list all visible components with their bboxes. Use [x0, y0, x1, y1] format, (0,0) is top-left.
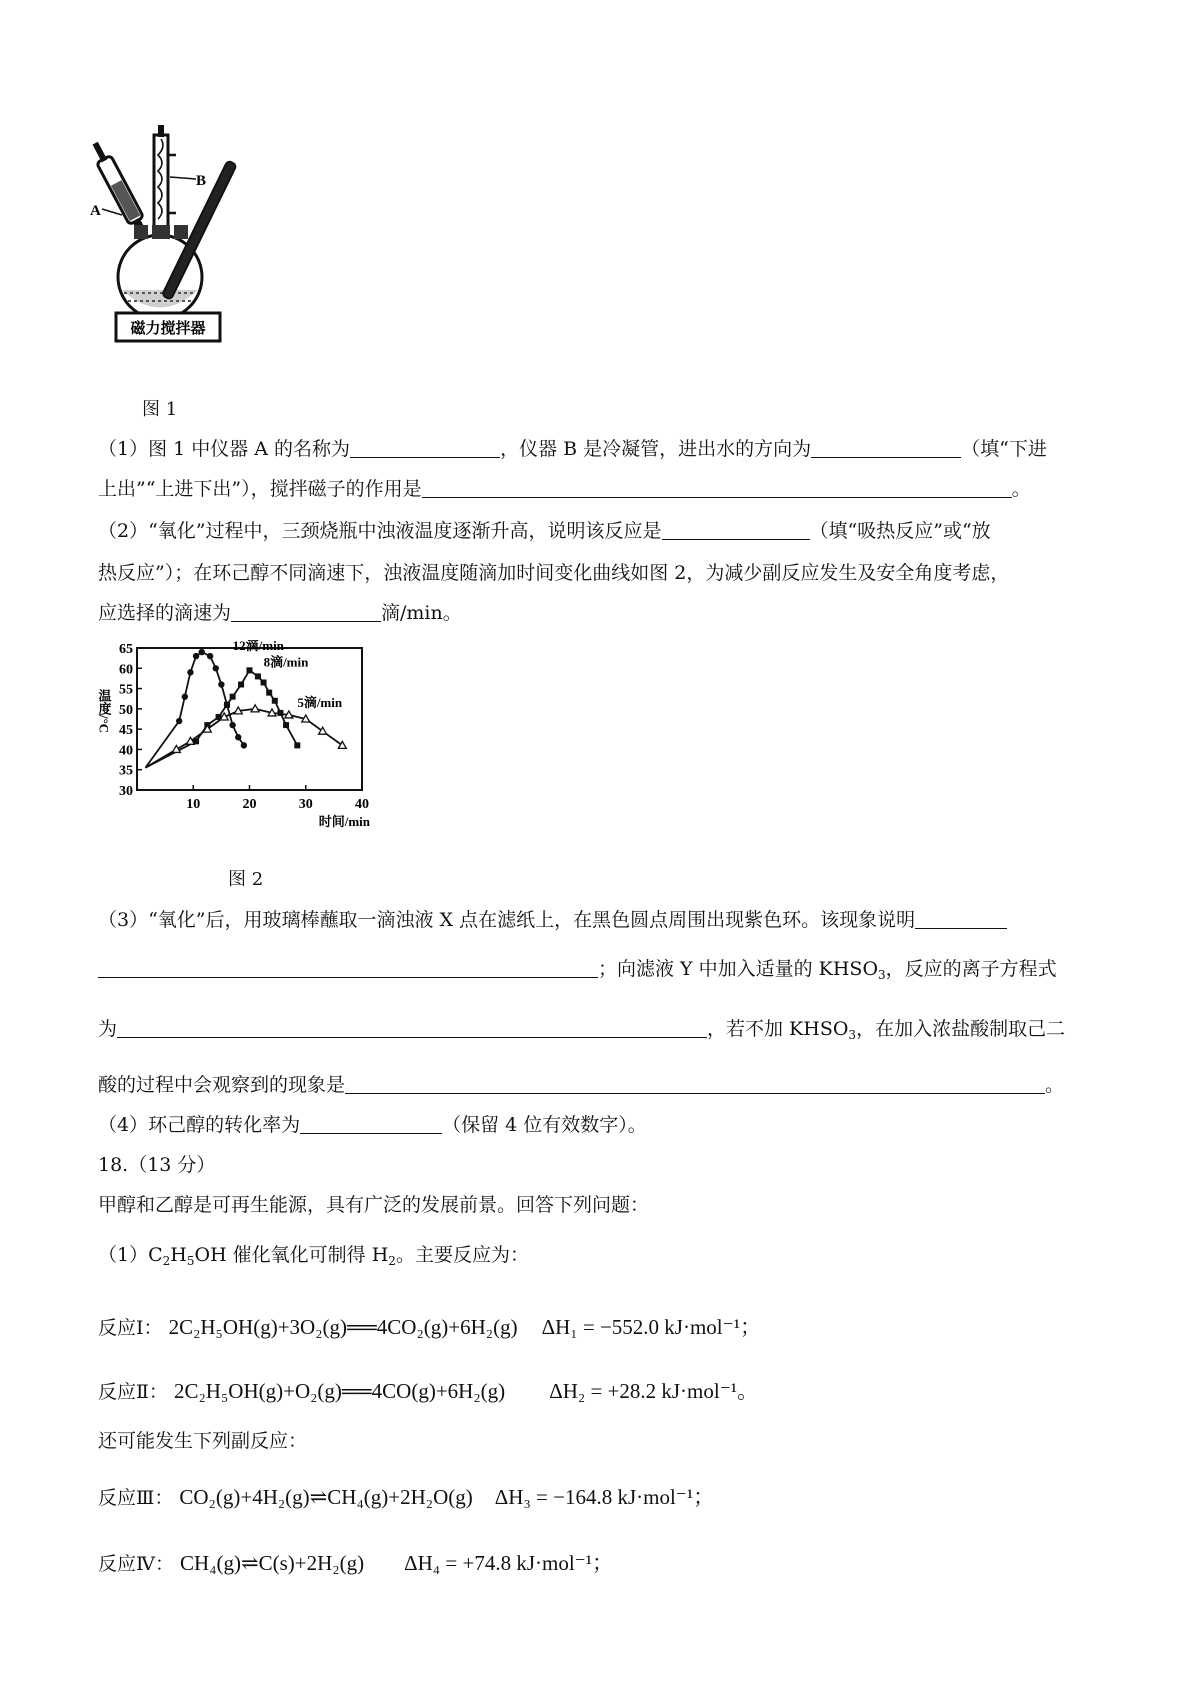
q18-intro: 甲醇和乙醇是可再生能源，具有广泛的发展前景。回答下列问题：: [98, 1194, 650, 1216]
data-point-square: [261, 679, 267, 685]
q18-sub1: $(1)C_2H_5OH$ 催化氧化可制得 $H_2$。主要反应为：: [98, 1244, 529, 1268]
reaction-1-equation: 2C₂H₅OH(g)+3O₂(g)══4CO₂(g)+6H₂(g): [168, 1315, 518, 1339]
data-point-circle: [182, 693, 188, 699]
answer-blank-conversion[interactable]: [300, 1114, 442, 1134]
figure-1-caption: 图 1: [142, 399, 178, 420]
reaction-1-label: 反应Ⅰ：: [98, 1317, 163, 1339]
series-label-1: 8滴/min: [263, 654, 309, 670]
q1-line-1: （1）图 1 中仪器 A 的名称为 ，仪器 B 是冷凝管，进出水的方向为 （填“下进: [98, 438, 1047, 460]
figure-2: [92, 640, 412, 840]
reaction-2-label: 反应Ⅱ：: [98, 1381, 168, 1403]
data-point-circle: [241, 742, 247, 748]
data-point-square: [247, 667, 253, 673]
y-tick-label: 60: [119, 662, 133, 678]
x-axis-label: 时间/min: [318, 814, 370, 829]
temperature-time-chart: [92, 640, 412, 840]
answer-blank-observation[interactable]: [345, 1074, 1045, 1094]
reaction-3-label: 反应Ⅲ：: [98, 1487, 174, 1509]
answer-blank-ionic-equation[interactable]: [117, 1018, 707, 1038]
q18-heading: 18.（13 分）: [98, 1154, 216, 1176]
y-axis-label: 温度/°C: [96, 689, 112, 734]
apparatus-diagram: [88, 125, 248, 345]
series-line-2: [145, 709, 342, 768]
q3-line-1: （3）“氧化”后，用玻璃棒蘸取一滴浊液 X 点在滤纸上，在黑色圆点周围出现紫色环。该现象说明: [98, 907, 1007, 933]
x-tick-label: 40: [355, 797, 369, 812]
reaction-4-label: 反应Ⅳ：: [98, 1553, 174, 1575]
y-tick-label: 65: [119, 642, 133, 657]
data-point-circle: [193, 653, 199, 659]
label-b: B: [196, 173, 207, 189]
q2-line-3: 应选择的滴速为 滴/min。: [98, 602, 462, 624]
x-tick-label: 30: [298, 797, 313, 812]
data-point-square: [294, 742, 300, 748]
data-point-square: [224, 702, 230, 708]
figure-2-caption: 图 2: [228, 869, 264, 890]
q2-line-2: 热反应”）；在环己醇不同滴速下，浊液温度随滴加时间变化曲线如图 2，为减少副反应发生及安全角度考虑，: [98, 562, 1010, 584]
reaction-3-equation: CO₂(g)+4H₂(g)⇌CH₄(g)+2H₂O(g): [179, 1485, 473, 1509]
reaction-4: [98, 1550, 613, 1577]
reaction-2: [98, 1378, 758, 1405]
stirrer-label: 磁力搅拌器: [130, 321, 206, 337]
data-point-square: [272, 698, 278, 704]
series-line-0: [145, 652, 244, 768]
data-point-square: [266, 690, 272, 696]
data-point-circle: [235, 734, 241, 740]
figure-1: [88, 125, 248, 345]
data-point-circle: [207, 653, 213, 659]
q3-line-2: ；向滤液 Y 中加入适量的 $KHSO_3$，反应的离子方程式: [98, 956, 1057, 988]
data-point-circle: [229, 722, 235, 728]
data-point-square: [230, 694, 236, 700]
label-a: A: [90, 203, 101, 219]
answer-blank-drip-rate[interactable]: [231, 602, 381, 622]
y-tick-label: 50: [119, 702, 133, 718]
reaction-3-enthalpy: ΔH₃ = −164.8 kJ·mol⁻¹；: [494, 1485, 715, 1509]
reaction-3: [98, 1484, 714, 1511]
reaction-4-enthalpy: ΔH₄ = +74.8 kJ·mol⁻¹；: [404, 1551, 614, 1575]
reaction-1-enthalpy: ΔH₁ = −552.0 kJ·mol⁻¹；: [541, 1315, 762, 1339]
q4-line: （4）环己醇的转化率为 （保留 4 位有效数字）。: [98, 1114, 647, 1136]
answer-blank-phenomenon-2[interactable]: [98, 958, 598, 978]
answer-blank-stirrer-role[interactable]: [422, 478, 1012, 498]
y-tick-label: 40: [119, 743, 133, 759]
data-point-circle: [213, 665, 219, 671]
y-tick-label: 55: [119, 682, 133, 698]
side-reaction-intro: 还可能发生下列副反应：: [98, 1430, 308, 1452]
reaction-2-enthalpy: ΔH₂ = +28.2 kJ·mol⁻¹。: [549, 1379, 759, 1403]
data-point-circle: [187, 669, 193, 675]
series-label-0: 12滴/min: [232, 640, 284, 654]
data-point-square: [238, 682, 244, 688]
data-point-square: [283, 722, 289, 728]
data-point-circle: [218, 681, 224, 687]
data-point-circle: [176, 718, 182, 724]
q2-line-1: （2）“氧化”过程中，三颈烧瓶中浊液温度逐渐升高，说明该反应是 （填“吸热反应”或“放: [98, 520, 991, 542]
reaction-2-equation: 2C₂H₅OH(g)+O₂(g)══4CO(g)+6H₂(g): [173, 1379, 506, 1403]
answer-blank-phenomenon-1[interactable]: [915, 909, 1007, 929]
y-tick-label: 30: [119, 784, 133, 799]
data-point-circle: [198, 649, 204, 655]
data-point-triangle: [172, 745, 180, 752]
series-label-2: 5滴/min: [297, 694, 343, 710]
q1-line-2: 上出”“上进下出”），搅拌磁子的作用是 。: [98, 478, 1031, 500]
reaction-1: [98, 1314, 761, 1341]
data-point-square: [255, 673, 261, 679]
reaction-4-equation: CH₄(g)⇌C(s)+2H₂(g): [180, 1551, 365, 1575]
y-tick-label: 35: [119, 763, 133, 779]
x-tick-label: 10: [186, 797, 201, 812]
y-tick-label: 45: [119, 723, 133, 739]
answer-blank-water-direction[interactable]: [811, 438, 961, 458]
q3-line-3: 为 ，若不加 $KHSO_3$，在加入浓盐酸制取己二: [98, 1018, 1066, 1042]
q3-line-4: 酸的过程中会观察到的现象是 。: [98, 1074, 1065, 1096]
answer-blank-instrument-a[interactable]: [350, 438, 500, 458]
x-tick-label: 20: [242, 797, 257, 812]
answer-blank-reaction-type[interactable]: [662, 520, 810, 540]
